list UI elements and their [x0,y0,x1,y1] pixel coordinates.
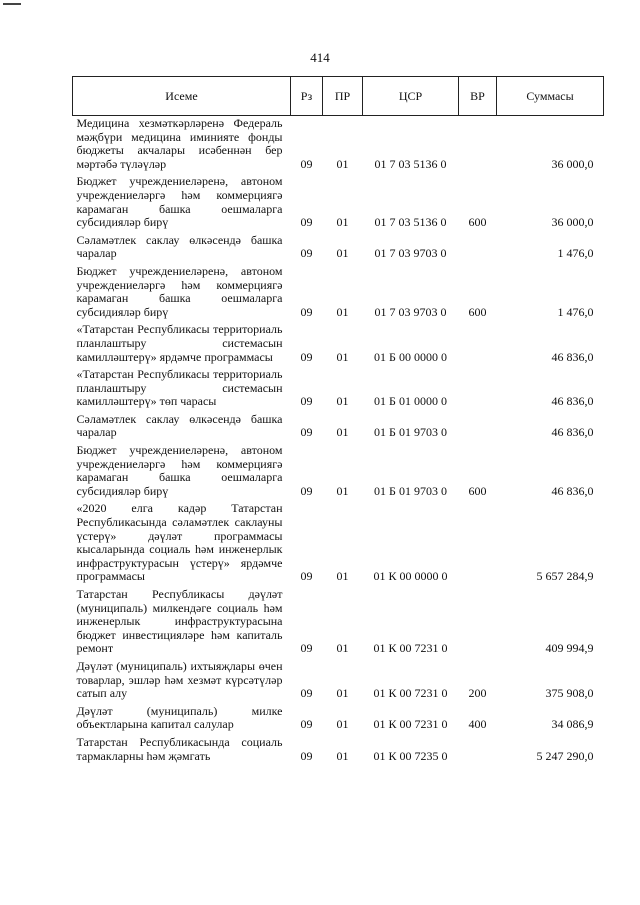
row-vr: 600 [468,215,487,230]
row-sum: 36 000,0 [551,156,594,171]
row-rz: 09 [300,425,313,440]
row-pr: 01 [336,156,349,171]
row-name: Медицина хезмәткәрләренә Федераль мәҗбүри медицина иминияте фонды бюджеты акчалары исәбеннән бер мәртәбә түләүләр [76,116,283,171]
row-vr: 200 [468,686,487,701]
row-name: «Татарстан Республикасы территориаль планлаштыру системасын камилләштерү» төп чарасы [76,367,283,409]
row-sum: 5 247 290,0 [536,748,594,763]
row-vr: 600 [468,304,487,319]
table-row [73,501,604,587]
row-csr: 01 Б 01 0000 0 [374,394,447,409]
row-rz: 09 [300,748,313,763]
row-name: Дәүләт (муниципаль) ихтыяҗлары өчен товарлар, эшләр һәм хезмәт күрсәтүләр сатып алу [76,658,283,701]
row-rz: 09 [300,156,313,171]
row-csr: 01 К 00 7231 0 [373,686,448,701]
row-pr: 01 [336,748,349,763]
row-csr: 01 К 00 7235 0 [373,748,448,763]
row-sum: 375 908,0 [545,686,594,701]
header-vr: ВР [459,77,497,116]
row-sum: 36 000,0 [551,215,594,230]
row-name: Татарстан Республикасында социаль тармакларны һәм җәмгать [76,734,283,763]
row-pr: 01 [336,483,349,498]
table-row [73,735,604,766]
row-csr: 01 К 00 7231 0 [373,717,448,732]
header-rz: Рз [291,77,323,116]
table-row [73,412,604,443]
row-vr [459,116,497,175]
row-vr: 400 [468,717,487,732]
row-pr: 01 [336,425,349,440]
row-vr [459,501,497,587]
table-row [73,264,604,322]
table-row [73,587,604,659]
row-name: Бюджет учреждениеләренә, автоном учреждениеләргә һәм коммерциягә карамаган башка оешмаларга субсидияләр бирү [76,174,283,230]
row-name: «2020 елга кадәр Татарстан Республикасында сәламәтлек саклауны үстерү» дәүләт программасы кысаларында социаль һәм инженерлык инфраструктурасын үстерү» ярдәмче программасы [76,501,283,584]
row-vr [459,587,497,659]
row-vr [459,233,497,264]
table-row [73,322,604,367]
row-csr: 01 К 00 0000 0 [373,569,448,584]
header-csr: ЦСР [363,77,459,116]
row-pr: 01 [336,569,349,584]
row-pr: 01 [336,717,349,732]
row-rz: 09 [300,215,313,230]
row-pr: 01 [336,394,349,409]
row-csr: 01 7 03 9703 0 [374,304,447,319]
row-pr: 01 [336,215,349,230]
budget-table [72,76,604,766]
row-rz: 09 [300,304,313,319]
row-sum: 5 657 284,9 [536,569,594,584]
row-rz: 09 [300,483,313,498]
scan-mark [3,3,21,5]
row-sum: 46 836,0 [551,483,594,498]
header-sum: Суммасы [497,77,604,116]
table-row [73,443,604,501]
row-rz: 09 [300,569,313,584]
row-csr: 01 7 03 9703 0 [374,246,447,261]
row-rz: 09 [300,641,313,656]
row-pr: 01 [336,246,349,261]
row-vr [459,367,497,412]
row-csr: 01 7 03 5136 0 [374,215,447,230]
table-row [73,367,604,412]
row-rz: 09 [300,349,313,364]
row-name: Татарстан Республикасы дәүләт (муниципаль) милкендәге социаль һәм инженерлык инфраструктурасына бюджет инвестицияләре һәм капиталь ремонт [76,587,283,656]
row-sum: 46 836,0 [551,394,594,409]
row-vr: 600 [468,483,487,498]
row-name: Сәламәтлек саклау өлкәсендә башка чаралар [76,411,283,440]
row-name: Бюджет учреждениеләренә, автоном учреждениеләргә һәм коммерциягә карамаган башка оешмаларга субсидияләр бирү [76,443,283,498]
row-csr: 01 Б 01 9703 0 [374,483,447,498]
row-rz: 09 [300,246,313,261]
header-name: Исеме [73,77,291,116]
row-sum: 46 836,0 [551,349,594,364]
row-csr: 01 Б 01 9703 0 [374,425,447,440]
row-sum: 46 836,0 [551,425,594,440]
table-row [73,116,604,175]
row-pr: 01 [336,349,349,364]
page-number: 414 [310,50,330,65]
row-sum: 1 476,0 [557,246,594,261]
row-name: Дәүләт (муниципаль) милке объектларына капитал салулар [76,703,283,732]
row-pr: 01 [336,641,349,656]
row-sum: 34 086,9 [551,717,594,732]
row-vr [459,735,497,766]
row-sum: 1 476,0 [557,304,594,319]
row-rz: 09 [300,717,313,732]
row-vr [459,412,497,443]
row-csr: 01 7 03 5136 0 [374,156,447,171]
row-pr: 01 [336,686,349,701]
row-name: «Татарстан Республикасы территориаль планлаштыру системасын камилләштерү» ярдәмче программасы [76,322,283,364]
row-pr: 01 [336,304,349,319]
table-row [73,659,604,704]
table-row [73,233,604,264]
row-rz: 09 [300,686,313,701]
row-csr: 01 Б 00 0000 0 [374,349,447,364]
row-csr: 01 К 00 7231 0 [373,641,448,656]
header-pr: ПР [323,77,363,116]
row-vr [459,322,497,367]
table-row [73,174,604,232]
row-rz: 09 [300,394,313,409]
table-header-row [73,77,604,116]
row-name: Бюджет учреждениеләренә, автоном учреждениеләргә һәм коммерциягә карамаган башка оешмаларга субсидияләр бирү [76,263,283,319]
row-sum: 409 994,9 [545,641,594,656]
table-row [73,704,604,735]
row-name: Сәламәтлек саклау өлкәсендә башка чаралар [76,232,283,261]
